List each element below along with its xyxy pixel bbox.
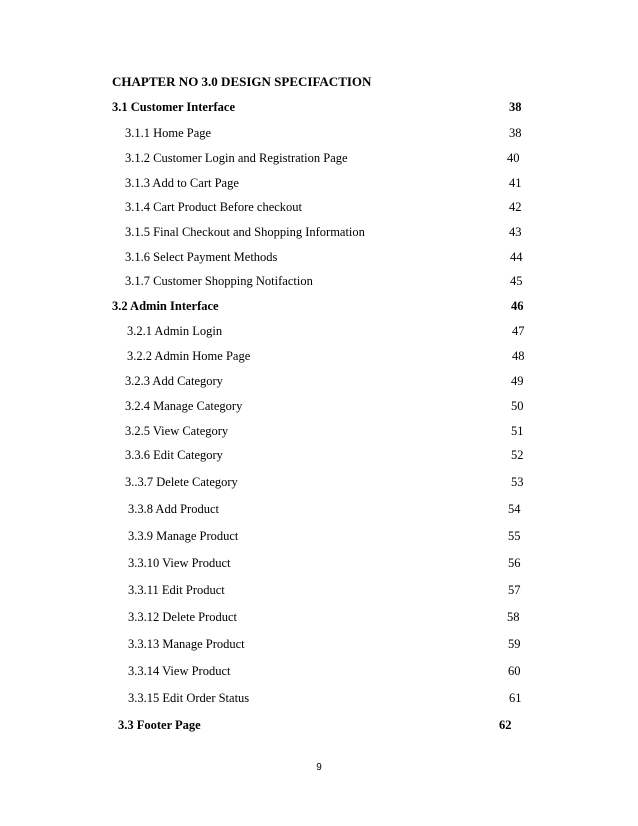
toc-page-number: 49 xyxy=(511,374,524,388)
toc-page-number: 56 xyxy=(508,556,521,570)
toc-row xyxy=(125,448,524,463)
toc-entry-label: 3.3.12 Delete Product xyxy=(128,610,238,624)
toc-page-number: 38 xyxy=(509,126,522,140)
toc-page-number: 55 xyxy=(508,529,521,543)
toc-entry-label: 3.1.6 Select Payment Methods xyxy=(125,250,278,264)
toc-row xyxy=(128,637,521,652)
toc-page-number: 40 xyxy=(507,151,520,165)
toc-page-number: 48 xyxy=(512,349,525,363)
toc-page-number: 44 xyxy=(510,250,523,264)
toc-row xyxy=(125,475,524,490)
toc-row xyxy=(125,225,522,240)
toc-entry-label: 3.2 Admin Interface xyxy=(112,299,219,313)
toc-section-row xyxy=(112,299,524,314)
toc-page-number: 41 xyxy=(509,176,522,190)
toc-page-number: 42 xyxy=(509,200,522,214)
toc-page-number: 61 xyxy=(509,691,522,705)
toc-row xyxy=(128,691,522,706)
toc-page-number: 43 xyxy=(509,225,522,239)
toc-entry-label: 3.1.5 Final Checkout and Shopping Information xyxy=(125,225,365,239)
toc-row xyxy=(125,424,524,439)
toc-page-number: 54 xyxy=(508,502,521,516)
toc-entry-label: 3.3.9 Manage Product xyxy=(128,529,239,543)
toc-entry-label: 3.2.5 View Category xyxy=(125,424,229,438)
toc-row xyxy=(127,349,525,364)
toc-entry-label: 3.3.8 Add Product xyxy=(128,502,219,516)
toc-page-number: 52 xyxy=(511,448,524,462)
toc-entry-label: 3.2.4 Manage Category xyxy=(125,399,243,413)
toc-row xyxy=(128,610,520,625)
toc-page-number: 57 xyxy=(508,583,521,597)
toc-row xyxy=(125,151,520,166)
toc-row xyxy=(128,502,521,517)
toc-entry-label: 3.3.10 View Product xyxy=(128,556,231,570)
toc-entry-label: 3.3.13 Manage Product xyxy=(128,637,245,651)
toc-entry-label: 3.3.14 View Product xyxy=(128,664,231,678)
toc-entry-label: 3.1 Customer Interface xyxy=(112,100,235,114)
toc-entry-label: 3.3.15 Edit Order Status xyxy=(128,691,250,705)
toc-entry-label: 3.2.3 Add Category xyxy=(125,374,223,388)
toc-entry-label: 3.3.11 Edit Product xyxy=(128,583,225,597)
toc-row xyxy=(128,529,521,544)
toc-page-number: 58 xyxy=(507,610,520,624)
toc-page-number: 62 xyxy=(499,718,512,732)
toc-entry-label: 3.1.2 Customer Login and Registration Page xyxy=(125,151,348,165)
toc-page-number: 53 xyxy=(511,475,524,489)
toc-page-number: 59 xyxy=(508,637,521,651)
toc-entry-label: 3.3 Footer Page xyxy=(118,718,201,732)
toc-entry-label: 3.1.4 Cart Product Before checkout xyxy=(125,200,303,214)
toc-page-number: 51 xyxy=(511,424,524,438)
toc-entry-label: 3.2.1 Admin Login xyxy=(127,324,223,338)
toc-entry-label: 3..3.7 Delete Category xyxy=(125,475,238,489)
toc-entry-label: 3.3.6 Edit Category xyxy=(125,448,223,462)
toc-row xyxy=(125,176,522,191)
toc-page-number: 47 xyxy=(512,324,525,338)
toc-page-number: 60 xyxy=(508,664,521,678)
toc-section-row xyxy=(112,100,522,115)
toc-row xyxy=(125,374,524,389)
toc-row xyxy=(128,583,521,598)
toc-row xyxy=(125,399,524,414)
toc-row xyxy=(128,664,521,679)
toc-entry-label: 3.2.2 Admin Home Page xyxy=(127,349,251,363)
toc-row xyxy=(125,126,522,141)
toc-row xyxy=(127,324,525,339)
toc-page-number: 45 xyxy=(510,274,523,288)
toc-entry-label: 3.1.7 Customer Shopping Notifaction xyxy=(125,274,313,288)
toc-page-number: 46 xyxy=(511,299,524,313)
toc-page-number: 50 xyxy=(511,399,524,413)
page-number: 9 xyxy=(316,762,322,773)
toc-row xyxy=(125,274,523,289)
toc-entry-label: 3.1.1 Home Page xyxy=(125,126,212,140)
toc-row xyxy=(125,250,523,265)
toc-row xyxy=(125,200,522,215)
toc-entry-label: 3.1.3 Add to Cart Page xyxy=(125,176,239,190)
toc-page-number: 38 xyxy=(509,100,522,114)
toc-section-row xyxy=(118,718,512,733)
toc-row xyxy=(128,556,521,571)
chapter-title: CHAPTER NO 3.0 DESIGN SPECIFACTION xyxy=(112,74,372,89)
